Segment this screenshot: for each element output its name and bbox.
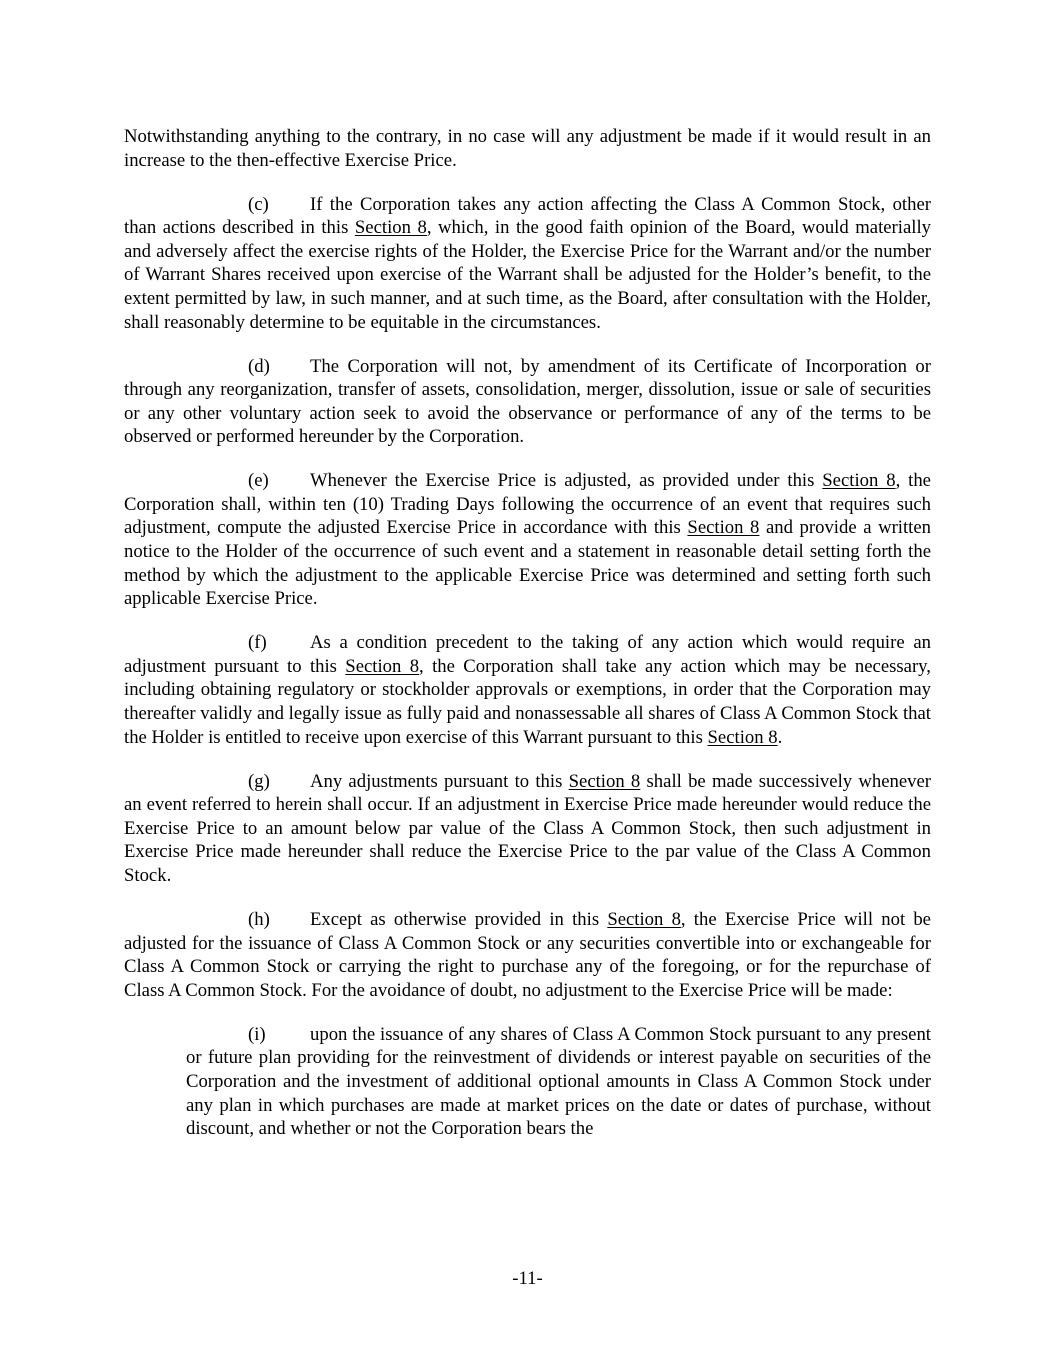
paragraph-h	[124, 908, 931, 1002]
intro-text: Notwithstanding anything to the contrary, in no case will any adjustment be made if it would result in an increase to the then-effective Exercise Price.	[124, 126, 931, 171]
paragraph-g-text-1: Any adjustments pursuant to this	[310, 770, 569, 792]
paragraph-i-label: (i)	[248, 1023, 266, 1045]
paragraph-c-label: (c)	[248, 193, 269, 215]
section-reference: Section 8	[707, 726, 778, 748]
section-reference: Section 8	[354, 217, 427, 239]
paragraph-f-text-1: As a condition precedent to the taking of any action which would require an adjustment pursuant to this	[124, 632, 931, 677]
paragraph-e-label: (e)	[248, 470, 269, 492]
paragraph-e-text-3: and provide a written notice to the Holder of the occurrence of such event and a statement in reasonable detail setting forth the method by which the adjustment to the applicable Exercise Price was determined and setting forth such applicable Exercise Price.	[124, 517, 932, 610]
document-body	[124, 125, 931, 1161]
section-reference: Section 8	[822, 470, 896, 492]
paragraph-f-label: (f)	[248, 632, 267, 654]
paragraph-h-text-1: Except as otherwise provided in this	[310, 908, 608, 930]
paragraph-g-text-2: shall be made successively whenever an event referred to herein shall occur. If an adjustment in Exercise Price made hereunder would reduce the Exercise Price to an amount below par value of the Class A Common Stock, then such adjustment in Exercise Price made hereunder shall reduce the Exercise Price to the par value of the Class A Common Stock.	[124, 770, 931, 886]
paragraph-d	[124, 355, 931, 449]
paragraph-g-label: (g)	[248, 770, 270, 792]
paragraph-c-text-2: , which, in the good faith opinion of the Board, would materially and adversely affect the exercise rights of the Holder, the Exercise Price for the Warrant and/or the number of Warrant Shares received upon exercise of the Warrant shall be adjusted for the Holder’s benefit, to the extent permitted by law, in such manner, and at such time, as the Board, after consultation with the Holder, shall reasonably determine to be equitable in the circumstances.	[124, 217, 931, 333]
section-reference: Section 8	[607, 908, 681, 930]
paragraph-e	[124, 469, 931, 611]
paragraph-e-text-2: , the Corporation shall, within ten (10) Trading Days following the occurrence of an event that requires such adjustment, compute the adjusted Exercise Price in accordance with this	[124, 470, 931, 539]
paragraph-d-text-1: The Corporation will not, by amendment of its Certificate of Incorporation or through any reorganization, transfer of assets, consolidation, merger, dissolution, issue or sale of securities or any other voluntary action seek to avoid the observance or performance of any of the terms to be observed or performed hereunder by the Corporation.	[124, 355, 931, 448]
paragraph-h-text-2: , the Exercise Price will not be adjusted for the issuance of Class A Common Stock or any securities convertible into or exchangeable for Class A Common Stock or carrying the right to purchase any of the foregoing, or for the repurchase of Class A Common Stock. For the avoidance of doubt, no adjustment to the Exercise Price will be made:	[124, 908, 931, 1001]
paragraph-e-text-1: Whenever the Exercise Price is adjusted, as provided under this	[310, 470, 823, 492]
paragraph-f-text-3: .	[777, 726, 783, 748]
paragraph-f-text-2: , the Corporation shall take any action which may be necessary, including obtaining regulatory or stockholder approvals or exemptions, in order that the Corporation may thereafter validly and legally issue as fully paid and nonassessable all shares of Class A Common Stock that the Holder is entitled to receive upon exercise of this Warrant pursuant to this	[124, 655, 931, 748]
page-number: -11-	[512, 1268, 543, 1289]
paragraph-f	[124, 631, 931, 749]
intro-paragraph	[124, 125, 931, 172]
paragraph-c-text-1: If the Corporation takes any action affecting the Class A Common Stock, other than actions described in this	[124, 193, 931, 239]
paragraph-i-text-1: upon the issuance of any shares of Class A Common Stock pursuant to any present or future plan providing for the reinvestment of dividends or interest payable on securities of the Corporation and the investment of additional optional amounts in Class A Common Stock under any plan in which purchases are made at market prices on the date or dates of purchase, without discount, and whether or not the Corporation bears the	[186, 1023, 931, 1140]
paragraph-i	[186, 1023, 931, 1141]
section-reference: Section 8	[345, 655, 420, 677]
paragraph-c	[124, 193, 931, 335]
section-reference: Section 8	[568, 770, 641, 792]
paragraph-d-label: (d)	[248, 355, 270, 377]
paragraph-g	[124, 770, 931, 888]
paragraph-h-label: (h)	[248, 908, 270, 930]
section-reference: Section 8	[687, 517, 760, 539]
